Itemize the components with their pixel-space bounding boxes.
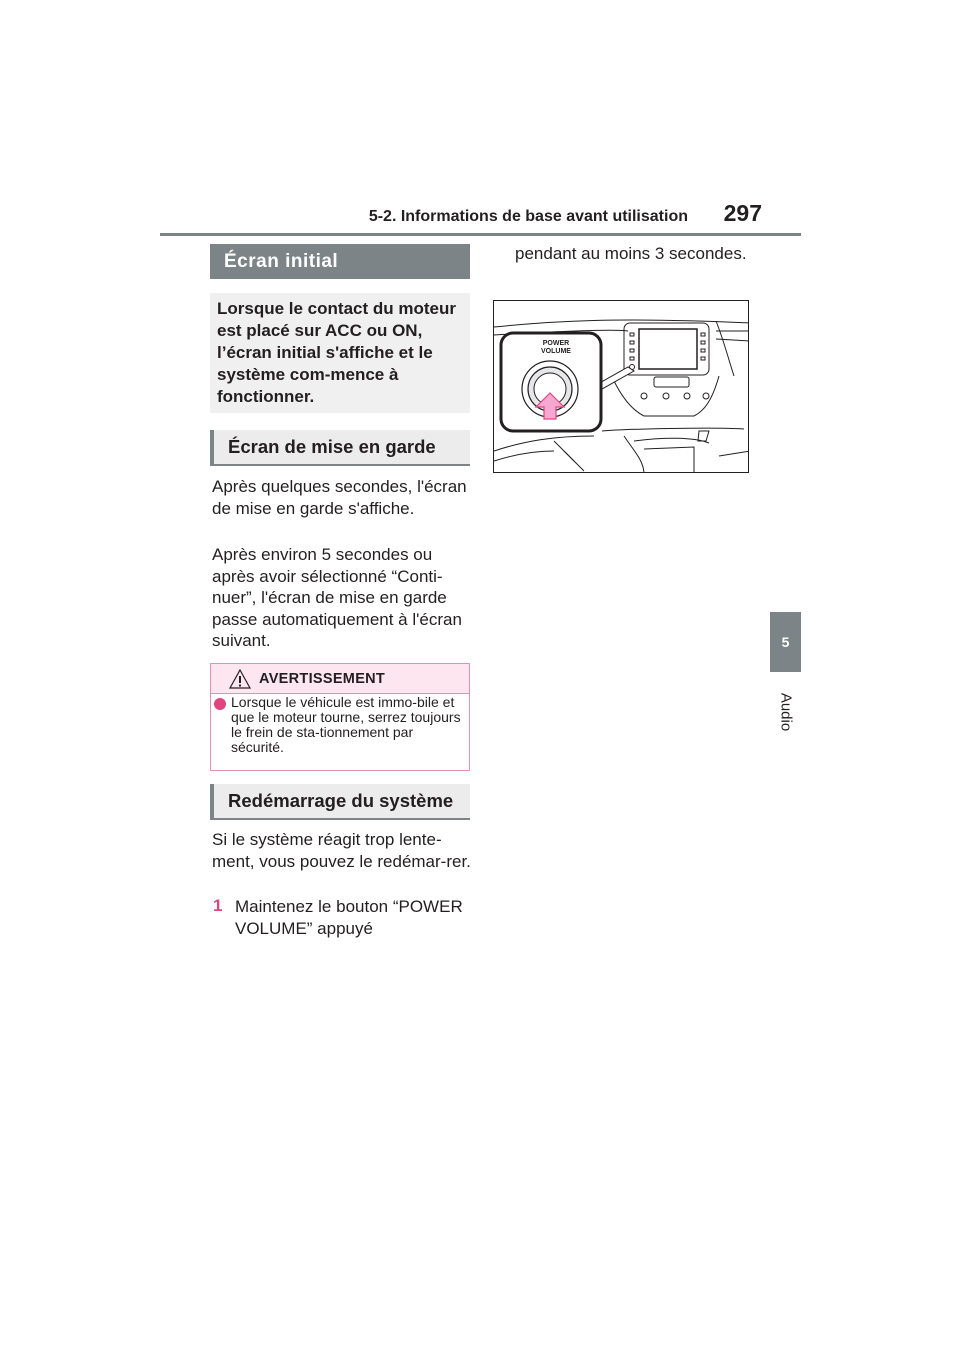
warning-triangle-icon [229,669,251,689]
chapter-tab [770,612,801,672]
warning-screen-paragraph-1: Après quelques secondes, l'écran de mise en garde s'affiche. [212,477,467,518]
callout-label-power: POWER [542,340,570,347]
callout-label-volume: VOLUME [541,348,571,355]
header-rule [160,233,801,236]
chapter-label: Audio [777,692,795,732]
bullet-icon [214,698,226,710]
step-text: Maintenez le bouton “POWER VOLUME” appuyé [235,897,463,938]
dashboard-drawing [494,301,749,473]
restart-paragraph: Si le système réagit trop lente-ment, vous pouvez le redémar-rer. [212,830,471,871]
page-number: 297 [723,200,762,226]
step-continuation: pendant au moins 3 secondes. [515,244,747,263]
dashboard-illustration [493,300,749,473]
running-header-section-title: 5-2. Informations de base avant utilisation [368,208,688,225]
section-heading-initial-screen: Écran initial [210,244,470,279]
warning-screen-paragraph-2: Après environ 5 secondes ou après avoir sélectionné “Conti-nuer”, l'écran de mise en garde passe automatiquement à l'écran suivant. [212,545,462,650]
initial-screen-intro: Lorsque le contact du moteur est placé sur ACC ou ON, l’écran initial s'affiche et le système com-mence à fonctionner. [210,293,470,413]
warning-box-title: AVERTISSEMENT [259,671,386,687]
chapter-label-container [766,682,806,742]
chapter-number: 5 [781,634,790,650]
step-number: 1 [213,896,223,915]
section-heading-restart: Redémarrage du système [210,784,470,820]
section-heading-warning-screen: Écran de mise en garde [210,430,470,466]
warning-box-text: Lorsque le véhicule est immo-bile et que le moteur tourne, serrez toujours le frein de sta-tionnement par sécurité. [231,694,461,755]
warning-box-header [211,664,469,694]
warning-box [210,663,470,771]
